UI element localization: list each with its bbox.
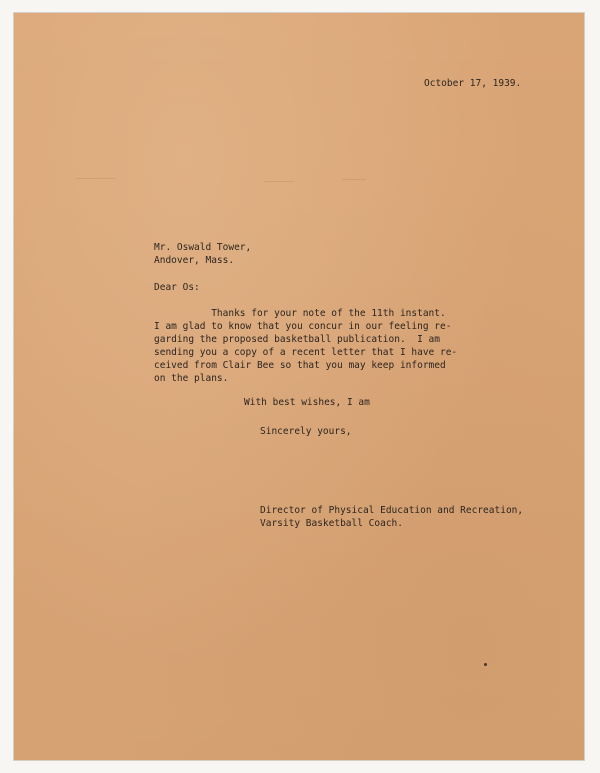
recipient-address: Andover, Mass.: [154, 255, 235, 266]
body-line: I am glad to know that you concur in our feeling re-: [154, 321, 452, 332]
recipient-name: Mr. Oswald Tower,: [154, 242, 252, 253]
signature-title-line: Varsity Basketball Coach.: [260, 518, 403, 529]
body-line: garding the proposed basketball publication. I am: [154, 334, 440, 345]
paper-fiber: [342, 179, 366, 180]
salutation: Dear Os:: [154, 282, 200, 293]
paper-fiber: [76, 178, 116, 179]
letter-paper: [14, 13, 584, 760]
body-line: Thanks for your note of the 11th instant.: [154, 308, 446, 319]
paper-fiber: [264, 181, 294, 182]
paper-speck: [484, 663, 487, 666]
body-line: sending you a copy of a recent letter that I have re-: [154, 347, 458, 358]
body-line: ceived from Clair Bee so that you may keep informed: [154, 360, 446, 371]
signature-title-line: Director of Physical Education and Recreation,: [260, 505, 524, 516]
closing-wishes: With best wishes, I am: [244, 397, 370, 408]
body-line: on the plans.: [154, 373, 229, 384]
letter-date: October 17, 1939.: [424, 78, 522, 89]
complimentary-close: Sincerely yours,: [260, 426, 352, 437]
